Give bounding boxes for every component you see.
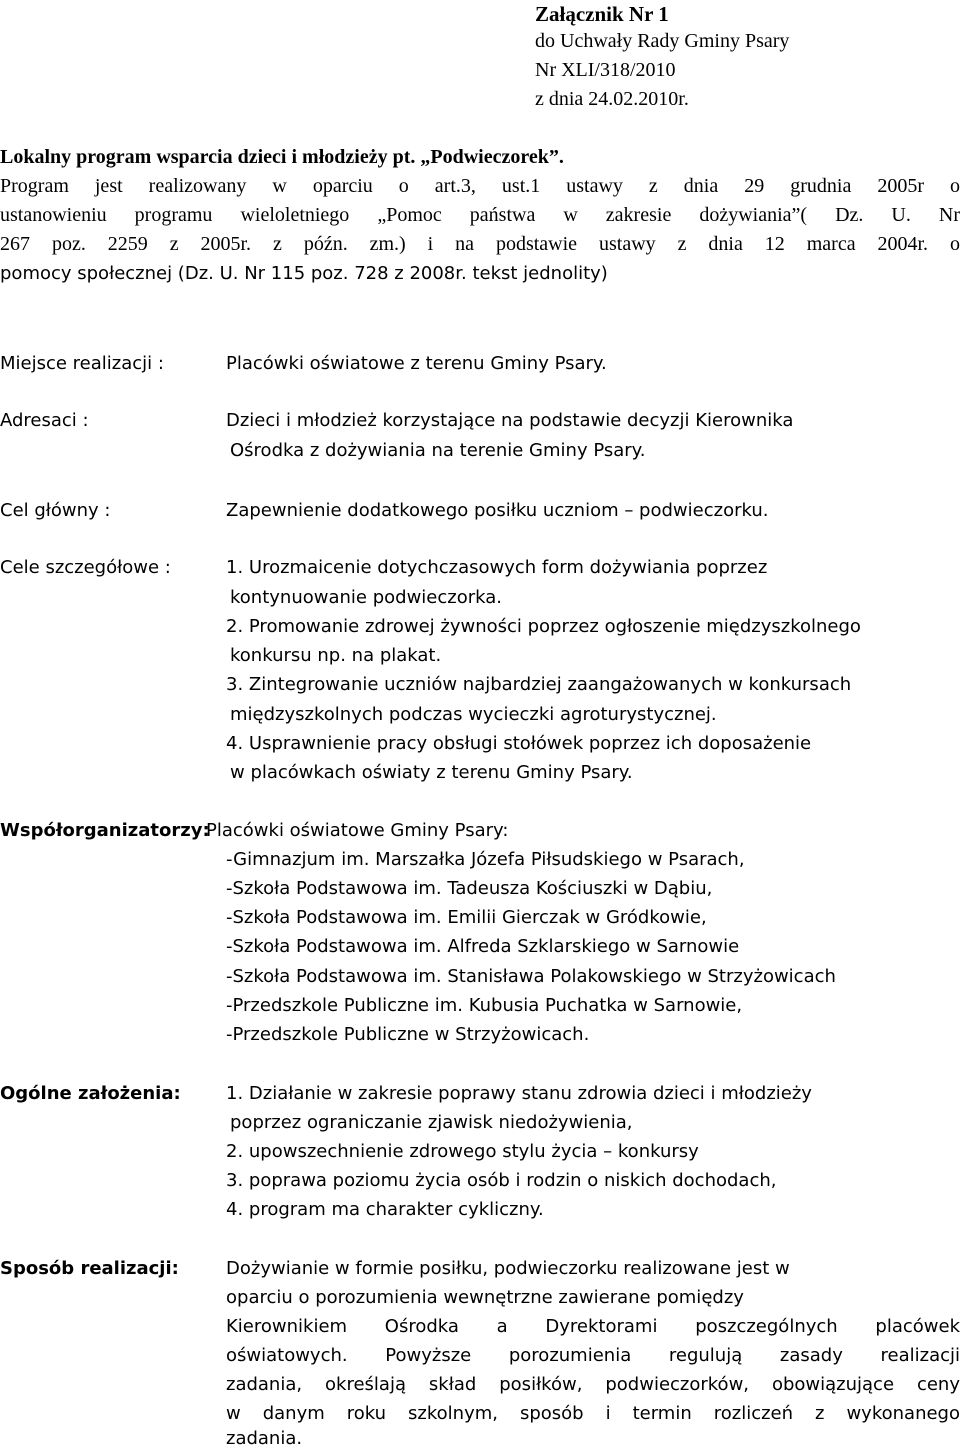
detailed-goal-line-7: 4. Usprawnienie pracy obsługi stołówek poprzez ich doposażenie [226, 733, 812, 754]
method-line-3: Kierownikiem Ośrodka a Dyrektorami poszczególnych placówek [226, 1316, 960, 1337]
intro-line-4: pomocy społecznej (Dz. U. Nr 115 poz. 728 z 2008r. tekst jednolity) [0, 263, 608, 284]
detailed-goals-label: Cele szczegółowe : [0, 557, 171, 578]
assumption-line-2: poprzez ograniczanie zjawisk niedożywienia, [230, 1112, 633, 1133]
detailed-goal-line-2: kontynuowanie podwieczorka. [230, 587, 502, 608]
detailed-goal-line-3: 2. Promowanie zdrowej żywności poprzez ogłoszenie międzyszkolnego [226, 616, 861, 637]
method-line-6: w danym roku szkolnym, sposób i termin rozliczeń z wykonanego [226, 1403, 960, 1424]
annex-resolution: do Uchwały Rady Gminy Psary [535, 30, 790, 52]
assumptions-label: Ogólne założenia: [0, 1083, 181, 1104]
coorganizers-label: Współorganizatorzy: [0, 820, 210, 841]
method-line-1: Dożywianie w formie posiłku, podwieczorku realizowane jest w [226, 1258, 790, 1279]
assumption-line-3: 2. upowszechnienie zdrowego stylu życia – konkursy [226, 1141, 699, 1162]
detailed-goal-line-4: konkursu np. na plakat. [230, 645, 442, 666]
coorganizer-item-2: -Szkoła Podstawowa im. Tadeusza Kościuszki w Dąbiu, [226, 878, 713, 899]
method-line-2: oparciu o porozumienia wewnętrzne zawierane pomiędzy [226, 1287, 744, 1308]
method-label: Sposób realizacji: [0, 1258, 179, 1279]
coorganizer-item-1: -Gimnazjum im. Marszałka Józefa Piłsudskiego w Psarach, [226, 849, 745, 870]
program-title: Lokalny program wsparcia dzieci i młodzieży pt. „Podwieczorek”. [0, 146, 564, 168]
coorganizer-item-5: -Szkoła Podstawowa im. Stanisława Polakowskiego w Strzyżowicach [226, 966, 836, 987]
location-label: Miejsce realizacji : [0, 353, 164, 374]
annex-number: Nr XLI/318/2010 [535, 59, 676, 81]
detailed-goal-line-6: międzyszkolnych podczas wycieczki agroturystycznej. [230, 704, 717, 725]
coorganizer-item-3: -Szkoła Podstawowa im. Emilii Gierczak w Gródkowie, [226, 907, 707, 928]
annex-title: Załącznik Nr 1 [535, 2, 669, 26]
recipients-line-1: Dzieci i młodzież korzystające na podstawie decyzji Kierownika [226, 410, 794, 431]
intro-line-3: 267 poz. 2259 z 2005r. z późn. zm.) i na podstawie ustawy z dnia 12 marca 2004r. o [0, 233, 960, 255]
method-line-5: zadania, określają skład posiłków, podwieczorków, obowiązujące ceny [226, 1374, 960, 1395]
detailed-goal-line-1: 1. Urozmaicenie dotychczasowych form dożywiania poprzez [226, 557, 768, 578]
assumption-line-5: 4. program ma charakter cykliczny. [226, 1199, 544, 1220]
coorganizers-intro: Placówki oświatowe Gminy Psary: [206, 820, 509, 841]
detailed-goal-line-5: 3. Zintegrowanie uczniów najbardziej zaangażowanych w konkursach [226, 674, 852, 695]
location-value: Placówki oświatowe z terenu Gminy Psary. [226, 353, 607, 374]
main-goal-label: Cel główny : [0, 500, 111, 521]
coorganizer-item-4: -Szkoła Podstawowa im. Alfreda Szklarskiego w Sarnowie [226, 936, 740, 957]
assumption-line-1: 1. Działanie w zakresie poprawy stanu zdrowia dzieci i młodzieży [226, 1083, 812, 1104]
coorganizer-item-7: -Przedszkole Publiczne w Strzyżowicach. [226, 1024, 590, 1045]
method-line-4: oświatowych. Powyższe porozumienia regulują zasady realizacji [226, 1345, 960, 1366]
recipients-line-2: Ośrodka z dożywiania na terenie Gminy Psary. [230, 440, 646, 461]
intro-line-2: ustanowieniu programu wieloletniego „Pomoc państwa w zakresie dożywiania”( Dz. U. Nr [0, 204, 960, 226]
assumption-line-4: 3. poprawa poziomu życia osób i rodzin o niskich dochodach, [226, 1170, 777, 1191]
coorganizer-item-6: -Przedszkole Publiczne im. Kubusia Puchatka w Sarnowie, [226, 995, 743, 1016]
main-goal-value: Zapewnienie dodatkowego posiłku uczniom – podwieczorku. [226, 500, 769, 521]
annex-date: z dnia 24.02.2010r. [535, 88, 689, 110]
recipients-label: Adresaci : [0, 410, 89, 431]
intro-line-1: Program jest realizowany w oparciu o art.3, ust.1 ustawy z dnia 29 grudnia 2005r o [0, 175, 960, 197]
detailed-goal-line-8: w placówkach oświaty z terenu Gminy Psary. [230, 762, 633, 783]
method-line-7: zadania. [226, 1428, 303, 1449]
